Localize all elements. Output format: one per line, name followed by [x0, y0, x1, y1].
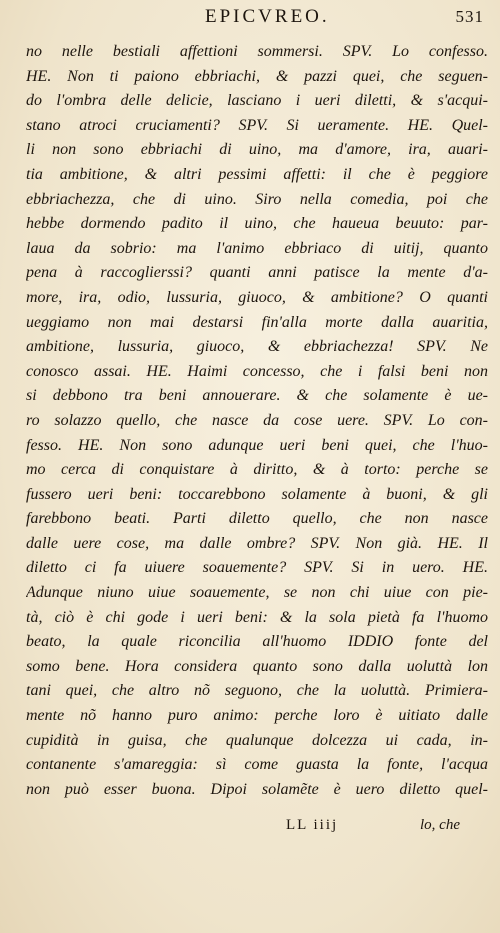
text-line: tia ambitione, & altri pessimi affetti: il che è peggiore — [26, 165, 488, 183]
text-line: conosco assai. HE. Haimi concesso, che i falsi beni non — [26, 362, 488, 380]
text-line: hebbe dormendo padito il uino, che haueua beuuto: par- — [26, 215, 488, 233]
text-block — [26, 40, 488, 802]
text-line: ebbriachezza, che di uino. Siro nella comedia, poi che — [26, 190, 488, 208]
text-line: tà, ciò è chi gode i ueri beni: & la sola pietà fa l'huomo — [26, 608, 488, 626]
text-line: ro solazzo quello, che nasce da cose uere. SPV. Lo con- — [26, 411, 488, 429]
text-line: farebbono beati. Parti diletto quello, che non nasce — [26, 510, 488, 528]
text-line: fesso. HE. Non sono adunque ueri beni quei, che l'huo- — [26, 436, 488, 454]
text-line: fussero ueri beni: toccarebbono solamente à buoni, & gli — [26, 485, 488, 503]
text-line: ambitione, lussuria, giuoco, & ebbriachezza! SPV. Ne — [26, 338, 488, 356]
text-line: Adunque niuno uiue soauemente, se non chi uiue con pie- — [26, 584, 488, 602]
signature-mark: LL iiij — [286, 817, 339, 833]
text-line: stano atroci cruciamenti? SPV. Si ueramente. HE. Quel- — [26, 116, 488, 134]
text-line: non può esser buona. Dipoi solamẽte è uero diletto quel- — [26, 780, 488, 798]
text-line: more, ira, odio, lussuria, giuoco, & ambitione? O quanti — [26, 288, 488, 306]
text-line: pena à raccoglierssi? quanti anni patisce la mente d'a- — [26, 264, 488, 282]
text-line: si debbono tra beni annouerare. & che solamente è ue- — [26, 387, 488, 405]
page-number: 531 — [455, 7, 484, 26]
text-line: HE. Non ti paiono ebbriachi, & pazzi quei, che seguen- — [26, 67, 488, 85]
page-header — [0, 6, 500, 32]
text-line: li non sono ebbriachi di uino, ma d'amore, ira, auari- — [26, 141, 488, 159]
text-line: tani quei, che altro nõ seguono, che la uoluttà. Primiera- — [26, 682, 488, 700]
text-line: mo cerca di conquistare à diritto, & à torto: perche se — [26, 461, 488, 479]
catchword: lo, che — [420, 817, 460, 833]
text-line: no nelle bestiali affettioni sommersi. SPV. Lo confesso. — [26, 43, 488, 60]
text-line: laua da sobrio: ma l'animo ebbriaco di uitij, quanto — [26, 239, 488, 257]
text-line: somo bene. Hora considera quanto sono dalla uoluttà lon — [26, 657, 488, 675]
text-line: dalle uere cose, ma dalle ombre? SPV. Non già. HE. Il — [26, 534, 488, 552]
page-footer — [0, 817, 500, 843]
running-head: EPICVREO. — [205, 6, 330, 27]
text-line: beato, la quale riconcilia all'huomo IDDIO fonte del — [26, 633, 488, 651]
text-line: cupidità in guisa, che qualunque dolcezza ui cada, in- — [26, 731, 488, 749]
text-line: contanente s'amareggia: sì come guasta la fonte, l'acqua — [26, 756, 488, 774]
text-line: ueggiamo non mai destarsi fin'alla morte dalla auaritia, — [26, 313, 488, 331]
text-line: do l'ombra delle delicie, lasciano i ueri diletti, & s'acqui- — [26, 92, 488, 110]
text-line: mente nõ hanno puro animo: perche loro è uitiato dalle — [26, 707, 488, 725]
text-line: diletto ci fa uiuere soauemente? SPV. Si in uero. HE. — [26, 559, 488, 577]
